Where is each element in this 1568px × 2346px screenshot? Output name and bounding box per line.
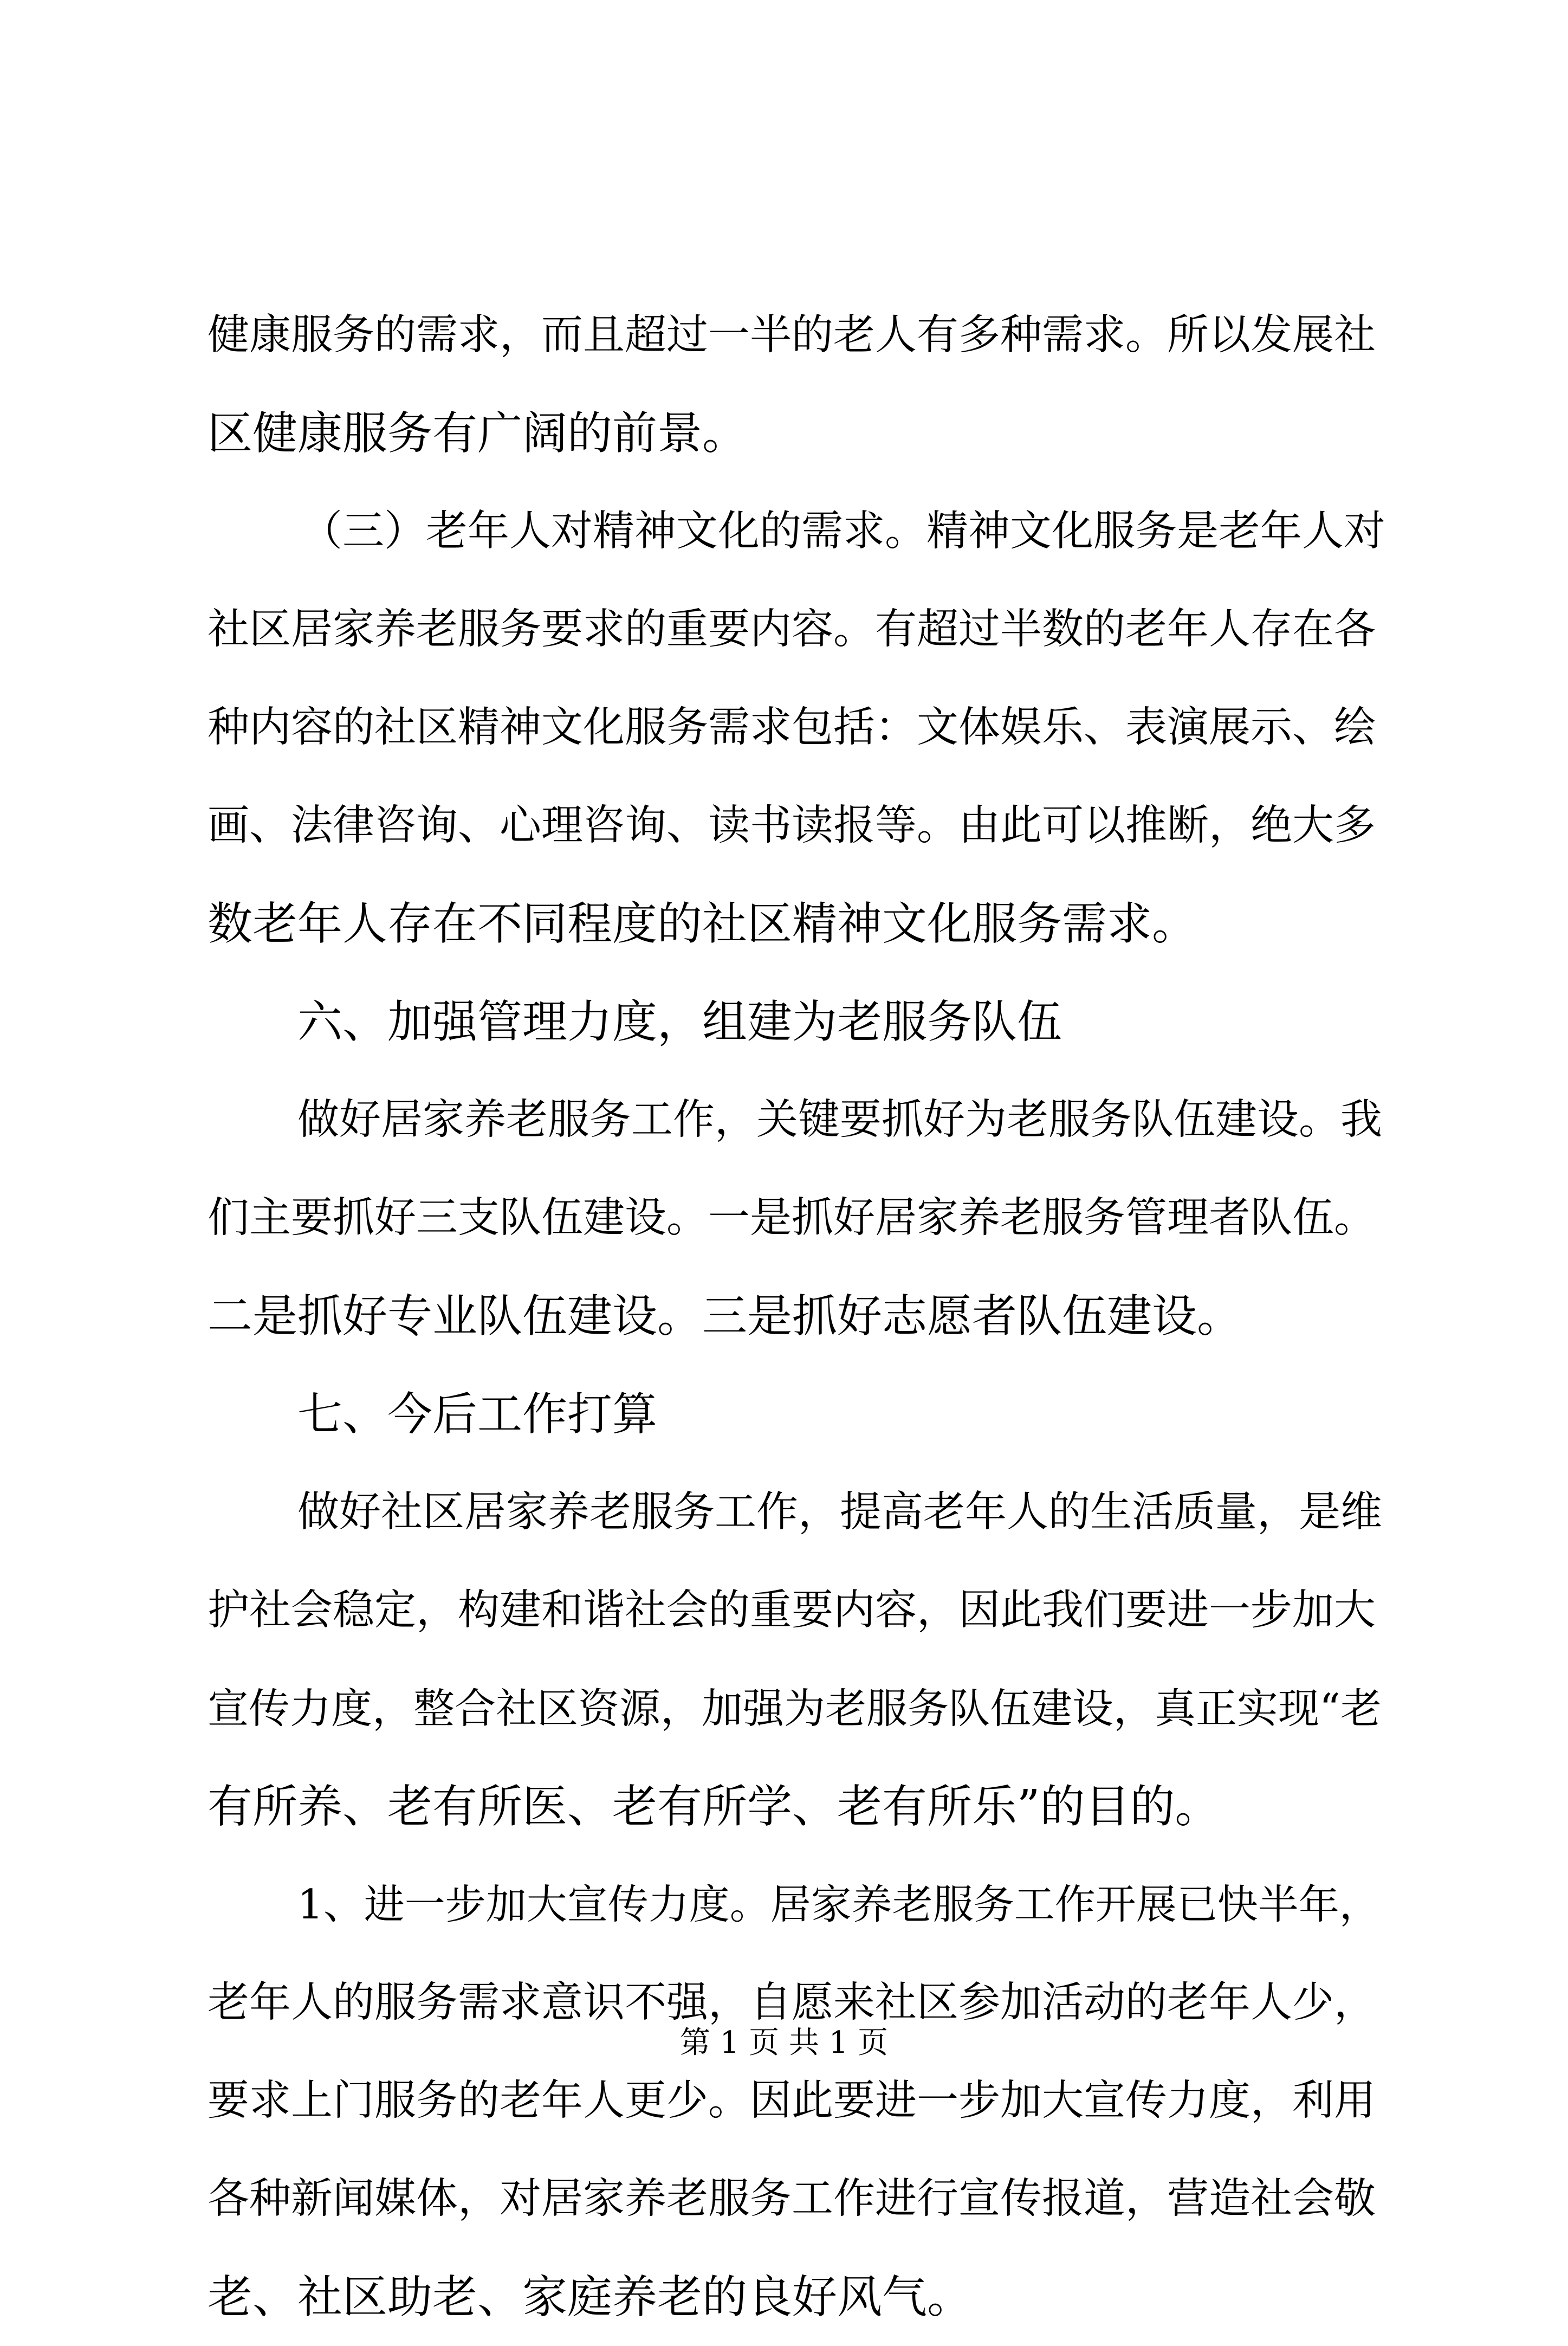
text-line: 老、社区助老、家庭养老的良好风气。: [208, 2271, 972, 2323]
text-line: 种内容的社区精神文化服务需求包括：文体娱乐、表演展示、绘: [208, 703, 1376, 752]
text-line: 六、加强管理力度，组建为老服务队伍: [297, 996, 1062, 1048]
text-line: 做好社区居家养老服务工作，提高老年人的生活质量，是维: [297, 1488, 1382, 1536]
text-line: 健康服务的需求，而且超过一半的老人有多种需求。所以发展社: [208, 311, 1376, 359]
text-line: 区健康服务有广阔的前景。: [208, 407, 747, 460]
text-line: 做好居家养老服务工作，关键要抓好为老服务队伍建设。我: [297, 1096, 1382, 1144]
text-line: 护社会稳定，构建和谐社会的重要内容，因此我们要进一步加大: [208, 1586, 1376, 1634]
text-line: 老年人的服务需求意识不强，自愿来社区参加活动的老年人少，: [208, 1979, 1376, 2027]
text-line: 数老年人存在不同程度的社区精神文化服务需求。: [208, 897, 1197, 950]
text-line: 宣传力度，整合社区资源，加强为老服务队伍建设，真正实现“老: [208, 1684, 1382, 1733]
text-line: 们主要抓好三支队伍建设。一是抓好居家养老服务管理者队伍。: [208, 1194, 1376, 1242]
text-line: 1、进一步加大宣传力度。居家养老服务工作开展已快半年，: [297, 1880, 1380, 1928]
text-line: （三）老年人对精神文化的需求。精神文化服务是老年人对: [301, 507, 1385, 555]
text-line: 七、今后工作打算: [297, 1388, 657, 1440]
text-line: 画、法律咨询、心理咨询、读书读报等。由此可以推断，绝大多: [208, 802, 1376, 850]
text-line: 有所养、老有所医、老有所学、老有所乐”的目的。: [208, 1780, 1220, 1833]
text-line: 社区居家养老服务要求的重要内容。有超过半数的老年人存在各: [208, 605, 1376, 654]
text-line: 各种新闻媒体，对居家养老服务工作进行宣传报道，营造社会敬: [208, 2175, 1376, 2223]
text-line: 二是抓好专业队伍建设。三是抓好志愿者队伍建设。: [208, 1290, 1242, 1342]
text-line: 要求上门服务的老年人更少。因此要进一步加大宣传力度，利用: [208, 2077, 1376, 2125]
page-footer: 第 1 页 共 1 页: [679, 2025, 889, 2060]
